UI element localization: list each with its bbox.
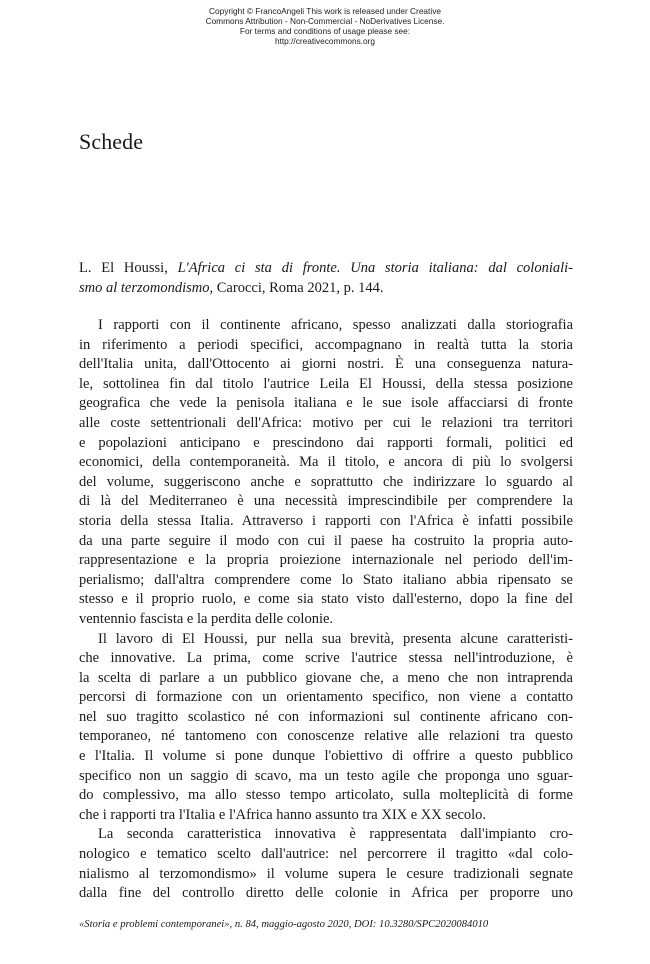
body-line: del volume, suggeriscono anche e soprattutto che indirizzare lo sguardo al xyxy=(79,473,573,490)
copyright-link[interactable]: http://creativecommons.org xyxy=(274,36,376,46)
body-line: nialismo al terzomondismo» il volume supera le cesure tradizionali segnate xyxy=(79,865,573,882)
body-line: ventennio fascista e la perdita delle colonie. xyxy=(79,610,334,627)
citation-publisher: , Carocci, Roma 2021, p. 144. xyxy=(209,279,384,296)
body-line: temporaneo, né tantomeno con conoscenze relative alle relazioni tra questo xyxy=(79,728,573,745)
body-line: che innovative. La prima, come scrive l'autrice stessa nell'introduzione, è xyxy=(79,650,573,667)
body-line: perialismo; dall'altra comprendere come lo Stato italiano abbia ripensato se xyxy=(79,571,573,588)
citation-line xyxy=(79,279,573,299)
body-line: rappresentazione e la propria proiezione internazionale nel periodo dell'im- xyxy=(79,552,573,569)
citation-book-title: L'Africa ci sta di fronte. Una storia italiana: dal coloniali- xyxy=(177,260,573,276)
body-line: le, sottolinea fin dal titolo l'autrice Leila El Houssi, della stessa posizione xyxy=(79,375,573,392)
copyright-line: Copyright © FrancoAngeli This work is released under Creative xyxy=(209,6,441,16)
journal-footer: «Storia e problemi contemporanei», n. 84, maggio-agosto 2020, DOI: 10.3280/SPC2020084010 xyxy=(79,919,489,930)
body-line: e popolazioni anticipano e prescindono dai rapporti formali, politici ed xyxy=(79,434,573,451)
body-line: in riferimento a periodi specifici, accompagnano in realtà tutta la storia xyxy=(79,336,573,353)
body-line: stesso e il proprio ruolo, e come sia stato visto dall'esterno, dopo la fine del xyxy=(79,591,573,608)
body-line: I rapporti con il continente africano, spesso analizzati dalla storiografia xyxy=(98,317,573,333)
copyright-notice xyxy=(0,6,650,46)
body-line: nologico e tematico scelto dall'autrice: nel percorrere il tragitto «dal colo- xyxy=(79,846,573,863)
body-line: e l'Italia. Il volume si pone dunque l'obiettivo di offrire a questo pubblico xyxy=(79,748,573,765)
body-line: economici, della contemporaneità. Ma il titolo, e ancora di più lo svolgersi xyxy=(79,454,573,471)
citation-line xyxy=(79,259,573,279)
body-line: do complessivo, ma allo stesso tempo articolato, sulla molteplicità di forme xyxy=(79,787,573,804)
citation-author: L. El Houssi, xyxy=(79,260,178,276)
book-citation xyxy=(79,259,573,298)
section-title: Schede xyxy=(79,129,144,154)
body-line: percorsi di formazione con un orientamento specifico, non viene a contatto xyxy=(79,689,573,706)
body-line: di là del Mediterraneo è una necessità imprescindibile per comprendere la xyxy=(79,493,573,510)
body-line: che i rapporti tra l'Italia e l'Africa hanno assunto tra XIX e XX secolo. xyxy=(79,806,487,823)
body-line: La seconda caratteristica innovativa è rappresentata dall'impianto cro- xyxy=(98,826,573,843)
body-line: geografica che vede la penisola italiana e le sue isole affacciarsi di fronte xyxy=(79,395,573,412)
body-line: nel suo tragitto scolastico né con informazioni sul continente africano con- xyxy=(79,708,573,725)
review-body xyxy=(79,316,573,904)
body-line: storia della stessa Italia. Attraverso i rapporti con l'Africa è infatti possibile xyxy=(79,512,573,529)
copyright-line: For terms and conditions of usage please see: xyxy=(239,26,411,36)
citation-book-title: smo al terzomondismo xyxy=(79,279,210,296)
copyright-line: Commons Attribution - Non-Commercial - NoDerivatives License. xyxy=(205,16,445,26)
body-line: da una parte seguire il modo con cui il paese ha costruito la propria auto- xyxy=(79,532,573,549)
body-line: dalla fine del controllo diretto delle colonie in Africa per proporre uno xyxy=(79,885,573,902)
body-line: specifico non un saggio di scavo, ma un testo agile che proponga uno sguar- xyxy=(79,767,573,784)
body-line: dell'Italia unita, dall'Ottocento ai giorni nostri. È una conseguenza natura- xyxy=(79,356,573,373)
body-line: Il lavoro di El Houssi, pur nella sua brevità, presenta alcune caratteristi- xyxy=(98,630,573,647)
body-line: la scelta di parlare a un pubblico giovane che, a meno che non intraprenda xyxy=(79,669,573,686)
body-line: alle coste settentrionali dell'Africa: motivo per cui le relazioni tra territori xyxy=(79,414,573,431)
